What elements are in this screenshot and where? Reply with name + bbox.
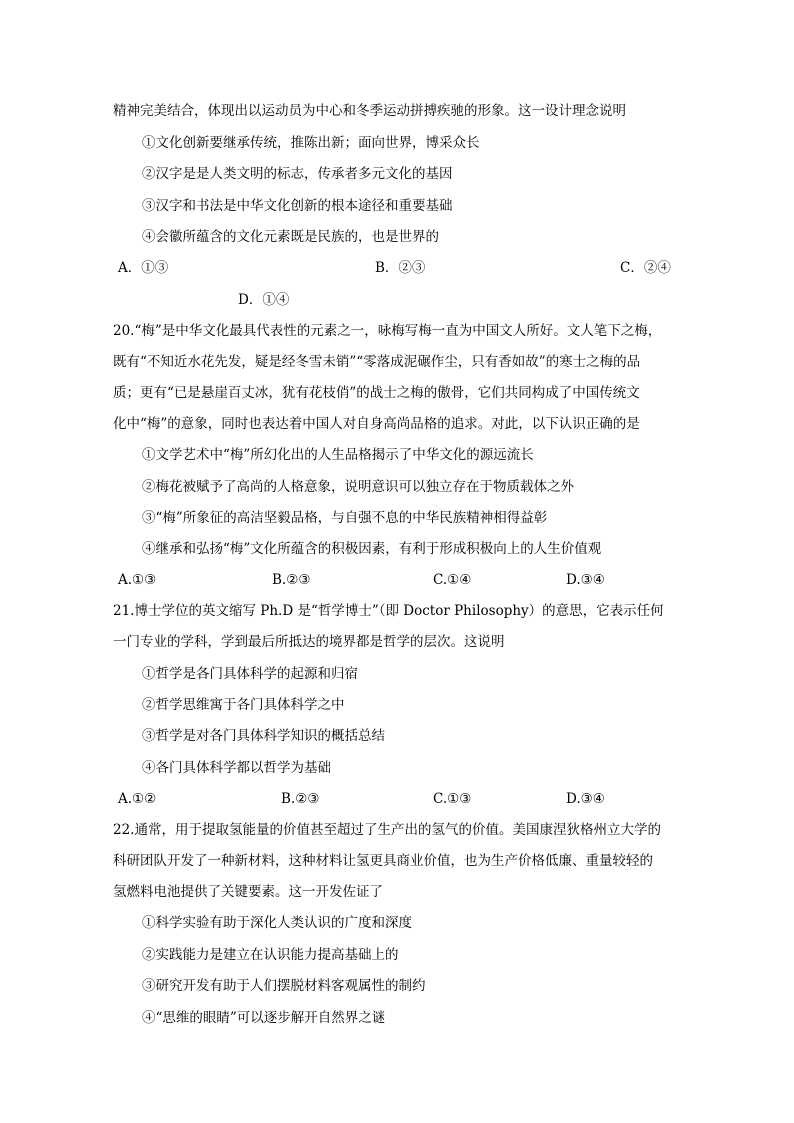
option-2: ②哲学思维寓于各门具体科学之中 <box>142 697 345 713</box>
question-20-stem: 既有“不知近水花先发，疑是经冬雪未销”“零落成泥碾作尘，只有香如故”的寒士之梅的品 <box>113 354 641 370</box>
question-21-stem: 一门专业的学科，学到最后所抵达的境界都是哲学的层次。这说明 <box>113 634 505 650</box>
option-1: ①文化创新要继承传统，推陈出新；面向世界，博采众长 <box>142 135 480 151</box>
answer-c: C.①④ <box>433 572 472 588</box>
answer-b: B.②③ <box>281 791 320 807</box>
answer-d: D．①④ <box>238 292 290 308</box>
question-21-stem: 21.博士学位的英文缩写 Ph.D 是“哲学博士”（即 Doctor Philosophy）的意思，它表示任何 <box>113 603 664 619</box>
question-22-stem: 科研团队开发了一种新材料，这种材料让氢更具商业价值，也为生产价格低廉、重量较轻的 <box>113 853 653 869</box>
option-3: ③哲学是对各门具体科学知识的概括总结 <box>142 728 385 744</box>
question-22-stem: 氢燃料电池提供了关键要素。这一开发佐证了 <box>113 884 383 900</box>
question-20-stem: 质；更有“已是悬崖百丈冰，犹有花枝俏”的战士之梅的傲骨，它们共同构成了中国传统文 <box>113 385 640 401</box>
answer-d: D.③④ <box>566 572 605 588</box>
answer-c: C.①③ <box>433 791 472 807</box>
option-4: ④“思维的眼睛”可以逐步解开自然界之谜 <box>142 1010 386 1026</box>
option-3: ③研究开发有助于人们摆脱材料客观属性的制约 <box>142 978 426 994</box>
option-4: ④会徽所蕴含的文化元素既是民族的，也是世界的 <box>142 229 439 245</box>
option-3: ③“梅”所象征的高洁坚毅品格，与自强不息的中华民族精神相得益彰 <box>142 510 548 526</box>
question-20-stem: 20.“梅”是中华文化最具代表性的元素之一，咏梅写梅一直为中国文人所好。文人笔下之梅， <box>113 323 662 339</box>
question-22-stem: 22.通常，用于提取氢能量的价值甚至超过了生产出的氢气的价值。美国康涅狄格州立大学的 <box>113 822 661 838</box>
option-4: ④各门具体科学都以哲学为基础 <box>142 760 331 776</box>
option-2: ②梅花被赋予了高尚的人格意象，说明意识可以独立存在于物质载体之外 <box>142 479 574 495</box>
answer-b: B.②③ <box>272 572 311 588</box>
option-2: ②汉字是是人类文明的标志，传承者多元文化的基因 <box>142 166 453 182</box>
answer-c: C．②④ <box>620 260 671 276</box>
answer-b: B．②③ <box>375 260 426 276</box>
option-4: ④继承和弘扬“梅”文化所蕴含的积极因素，有利于形成积极向上的人生价值观 <box>142 541 602 557</box>
option-1: ①文学艺术中“梅”所幻化出的人生品格揭示了中华文化的源远流长 <box>142 447 534 463</box>
question-20-stem: 化中“梅”的意象，同时也表达着中国人对自身高尚品格的追求。对此，以下认识正确的是 <box>113 416 640 432</box>
option-1: ①科学实验有助于深化人类认识的广度和深度 <box>142 915 412 931</box>
answer-a: A．①③ <box>118 260 169 276</box>
option-1: ①哲学是各门具体科学的起源和归宿 <box>142 666 358 682</box>
option-2: ②实践能力是建立在认识能力提高基础上的 <box>142 947 399 963</box>
answer-a: A.①② <box>118 791 157 807</box>
answer-d: D.③④ <box>566 791 605 807</box>
question-19-stem-tail: 精神完美结合，体现出以运动员为中心和冬季运动拼搏疾驰的形象。这一设计理念说明 <box>113 103 626 119</box>
answer-a: A.①③ <box>118 572 157 588</box>
option-3: ③汉字和书法是中华文化创新的根本途径和重要基础 <box>142 198 453 214</box>
